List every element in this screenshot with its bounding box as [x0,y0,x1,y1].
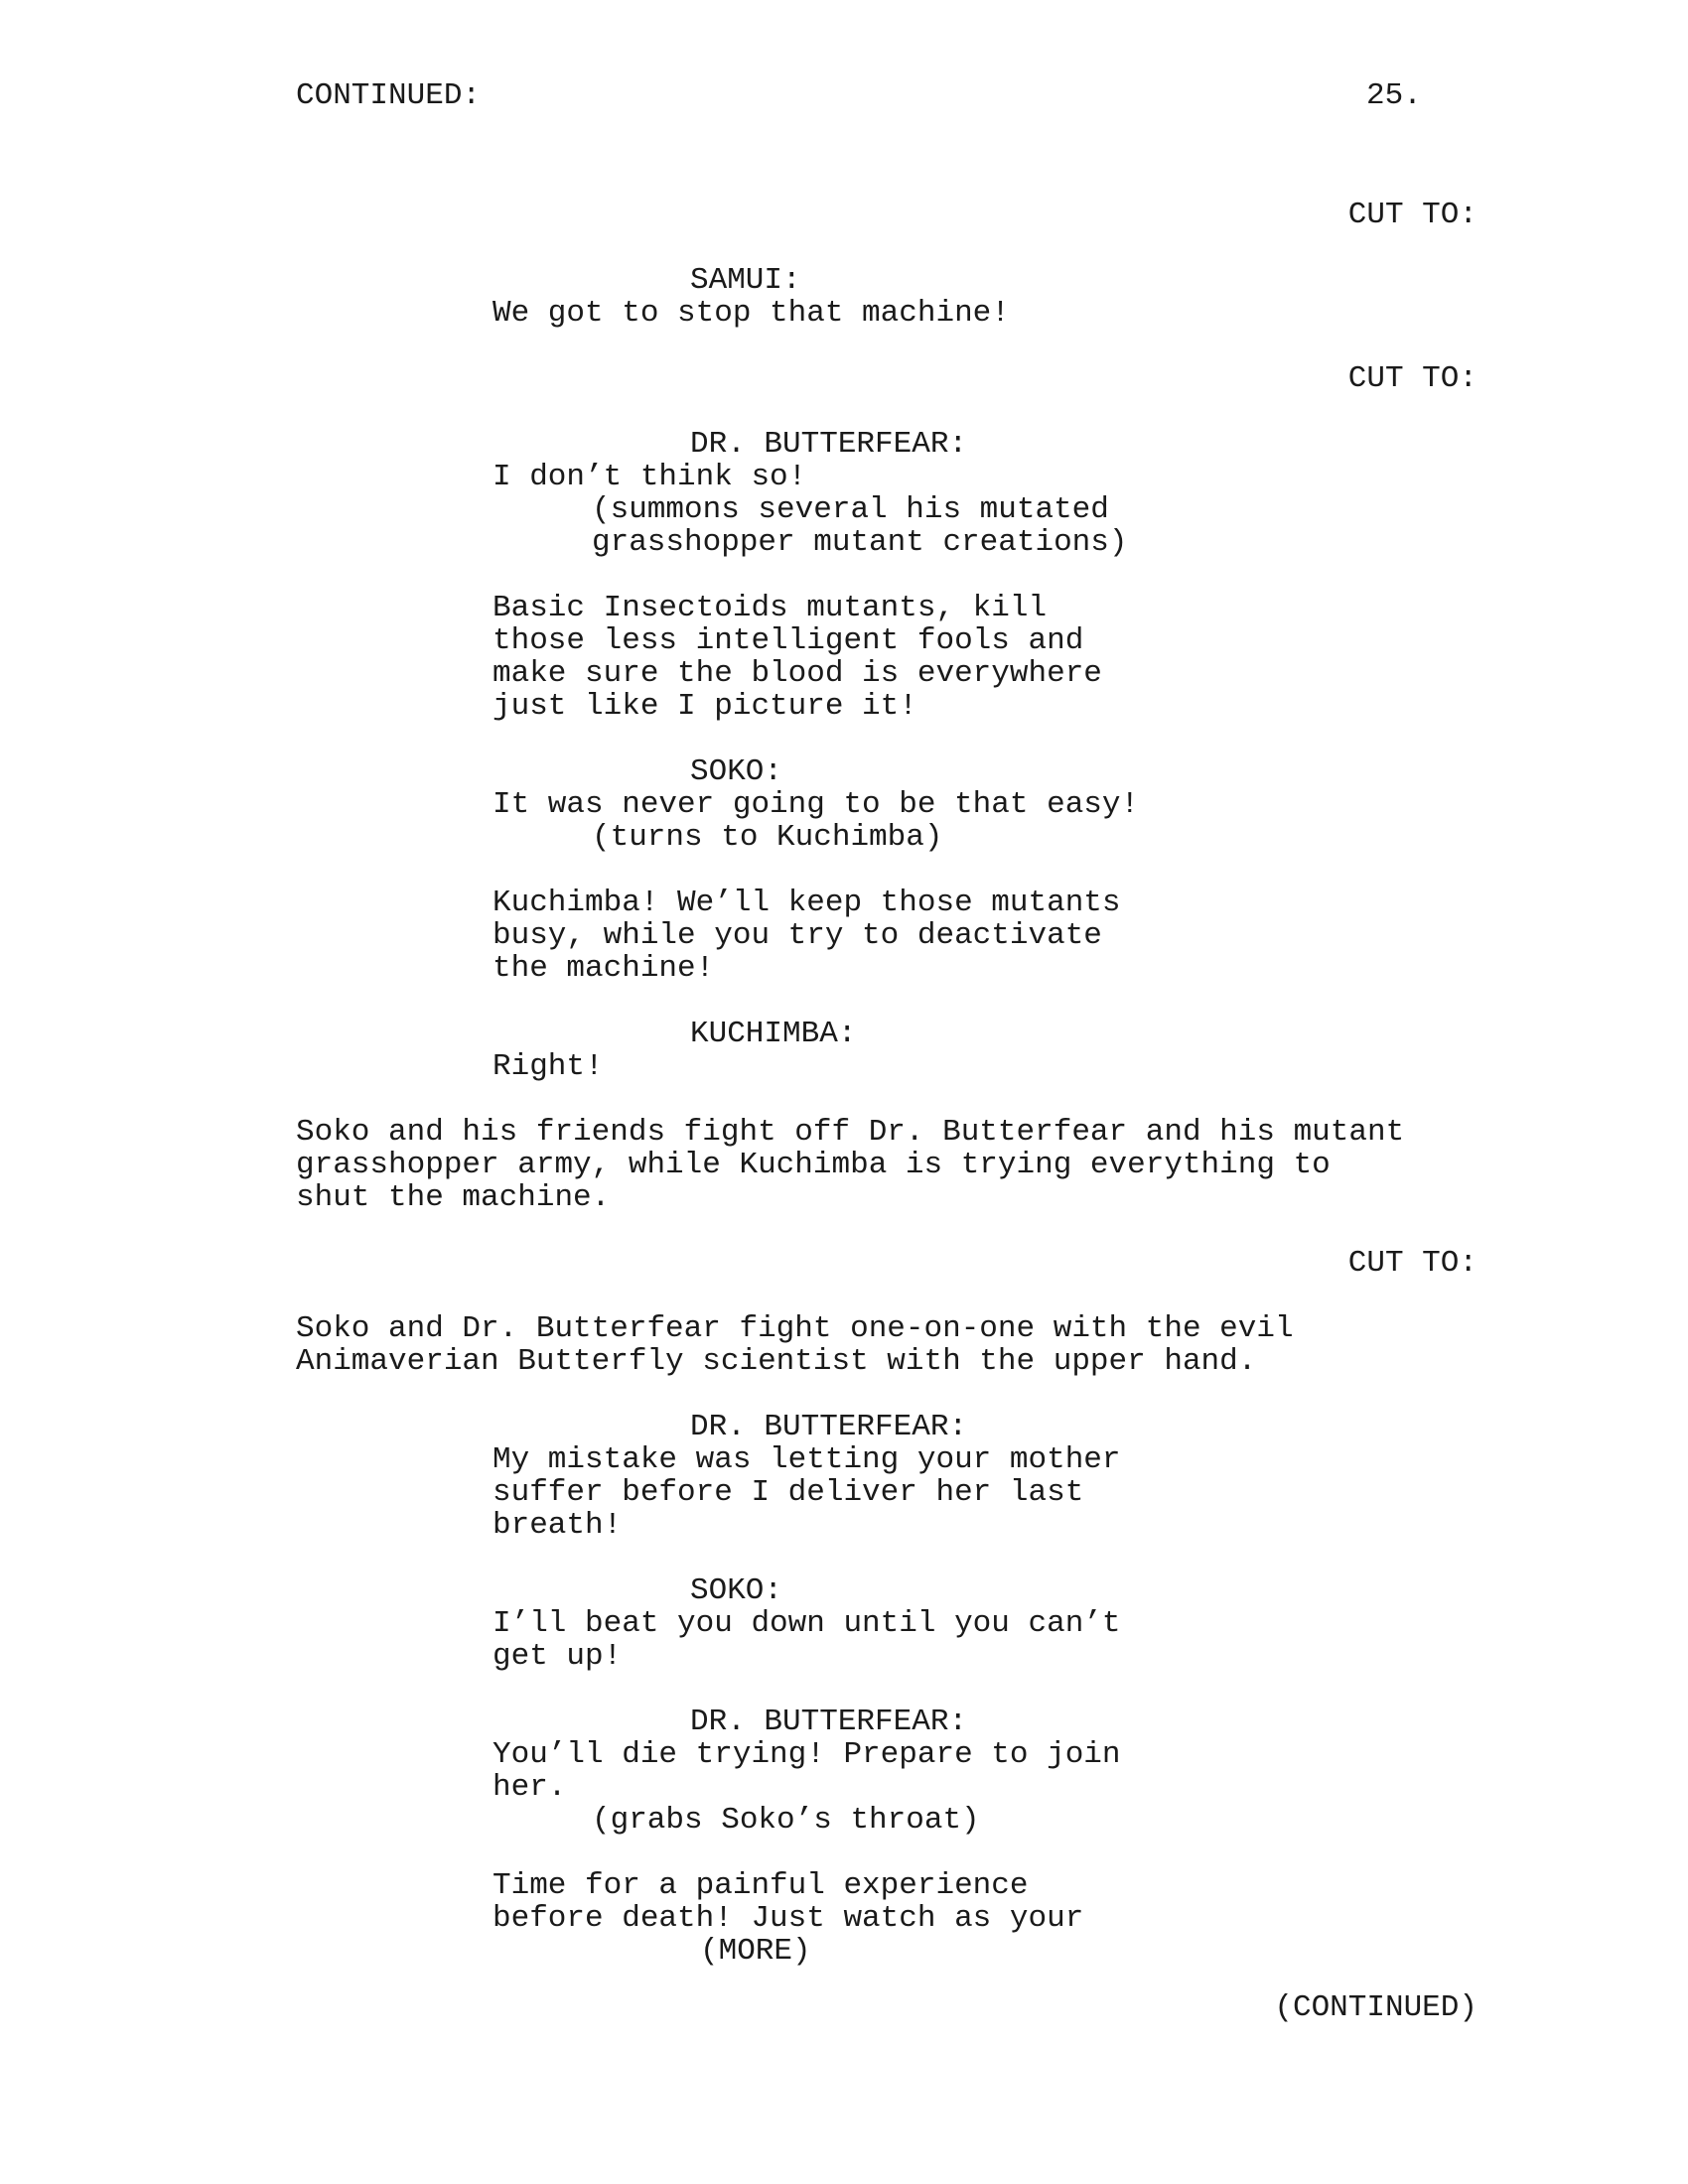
character-cue: KUCHIMBA: [690,1017,857,1051]
dialogue-line: Time for a painful experience [492,1868,1029,1903]
dialogue-line: Basic Insectoids mutants, kill [492,591,1048,625]
parenthetical: grasshopper mutant creations) [592,525,1128,560]
continued-footer: (CONTINUED) [1274,1990,1477,2025]
character-cue: DR. BUTTERFEAR: [690,427,968,462]
action-line: Soko and his friends fight off Dr. Butterfear and his mutant [296,1115,1405,1150]
transition-cut-to: CUT TO: [1347,198,1477,232]
dialogue-line: My mistake was letting your mother [492,1442,1121,1477]
parenthetical: (turns to Kuchimba) [592,820,943,855]
character-cue: SOKO: [690,754,783,789]
transition-cut-to: CUT TO: [1347,1246,1477,1281]
parenthetical: (grabs Soko’s throat) [592,1803,980,1838]
more-marker: (MORE) [700,1934,811,1969]
dialogue-line: breath! [492,1508,623,1543]
character-cue: DR. BUTTERFEAR: [690,1705,968,1739]
dialogue-line: I’ll beat you down until you can’t [492,1606,1121,1641]
character-cue: SAMUI: [690,263,801,298]
dialogue-line: just like I picture it! [492,689,917,724]
dialogue-line: make sure the blood is everywhere [492,656,1102,691]
dialogue-line: Kuchimba! We’ll keep those mutants [492,886,1121,920]
dialogue-line: the machine! [492,951,715,986]
transition-cut-to: CUT TO: [1347,361,1477,396]
action-line: grasshopper army, while Kuchimba is trying everything to [296,1148,1331,1182]
dialogue-line: It was never going to be that easy! [492,787,1140,822]
dialogue-line: those less intelligent fools and [492,623,1084,658]
parenthetical: (summons several his mutated [592,492,1109,527]
dialogue-line: We got to stop that machine! [492,296,1010,331]
action-line: Soko and Dr. Butterfear fight one-on-one with the evil [296,1311,1294,1346]
character-cue: SOKO: [690,1573,783,1608]
dialogue-line: You’ll die trying! Prepare to join [492,1737,1121,1772]
dialogue-line: suffer before I deliver her last [492,1475,1084,1510]
dialogue-line: I don’t think so! [492,460,807,494]
dialogue-line: before death! Just watch as your [492,1901,1084,1936]
dialogue-line: get up! [492,1639,623,1674]
dialogue-line: busy, while you try to deactivate [492,918,1102,953]
action-line: Animaverian Butterfly scientist with the upper hand. [296,1344,1257,1379]
character-cue: DR. BUTTERFEAR: [690,1410,968,1444]
dialogue-line: her. [492,1770,567,1805]
action-line: shut the machine. [296,1180,611,1215]
page-number: 25. [1366,78,1422,113]
dialogue-line: Right! [492,1049,604,1084]
continued-header: CONTINUED: [296,78,482,113]
